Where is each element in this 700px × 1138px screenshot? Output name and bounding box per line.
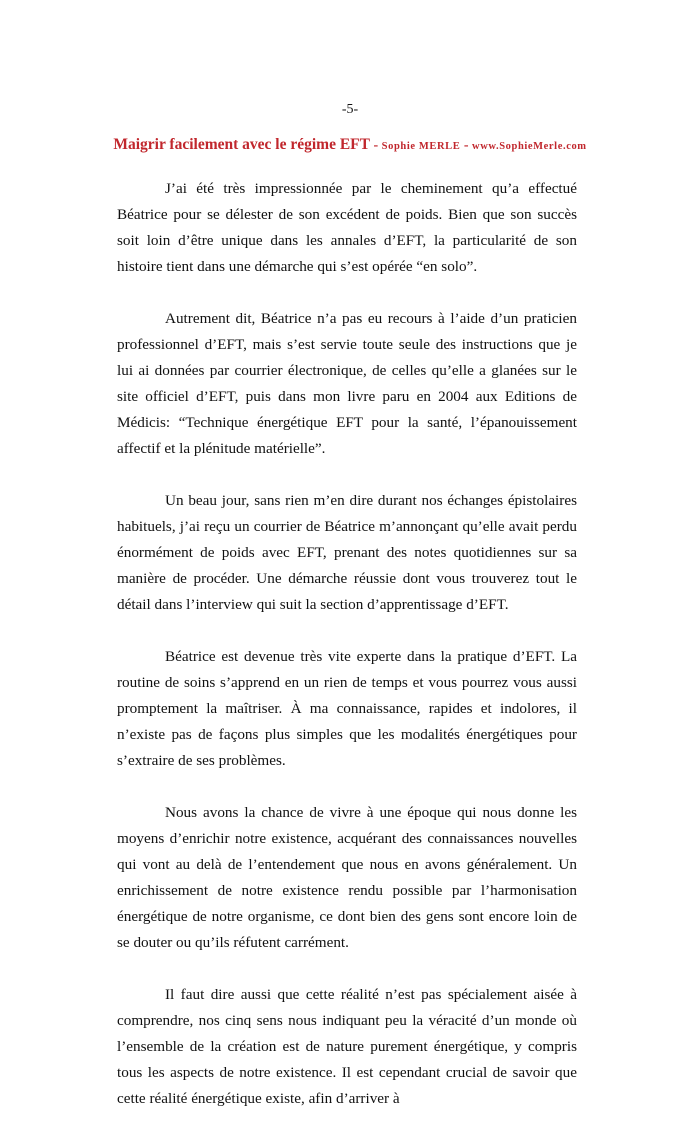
paragraph: J’ai été très impressionnée par le cheminement qu’a effectué Béatrice pour se délester de son excédent de poids. Bien que son succès soit loin d’être unique dans les annales d’EFT, la particularité de son histoire tient dans une démarche qui s’est opérée “en solo”. bbox=[117, 180, 577, 275]
paragraph: Béatrice est devenue très vite experte dans la pratique d’EFT. La routine de soins s’apprend en un rien de temps et vous pourrez vous aussi promptement la maîtriser. À ma connaissance, rapides et indolores, il n’existe pas de façons plus simples que les modalités énergétiques pour s’extraire de ses problèmes. bbox=[117, 648, 577, 769]
book-title: Maigrir facilement avec le régime EFT bbox=[113, 136, 370, 153]
header-separator: - bbox=[369, 138, 382, 153]
running-header bbox=[0, 135, 700, 157]
page-number: -5- bbox=[341, 102, 359, 117]
paragraph: Il faut dire aussi que cette réalité n’est pas spécialement aisée à comprendre, nos cinq sens nous indiquant peu la véracité d’un monde où l’ensemble de la création est de nature purement énergétique, y compris tous les aspects de notre existence. Il est cependant crucial de savoir que cette réalité énergétique existe, afin d’arriver à bbox=[117, 986, 577, 1107]
paragraph: Nous avons la chance de vivre à une époque qui nous donne les moyens d’enrichir notre existence, acquérant des connaissances nouvelles qui vont au delà de l’entendement que nous en avons généralement. Un enrichissement de notre existence rendu possible par l’harmonisation énergétique de notre organisme, ce dont bien des gens sont encore loin de se douter ou qu’ils réfutent carrément. bbox=[117, 804, 577, 951]
header-separator: - bbox=[460, 138, 473, 153]
website-link[interactable]: www.SophieMerle.com bbox=[472, 141, 587, 152]
paragraph: Autrement dit, Béatrice n’a pas eu recours à l’aide d’un praticien professionnel d’EFT, mais s’est servie toute seule des instructions que je lui ai données par courrier électronique, de celles qu’elle a glanées sur le site officiel d’EFT, puis dans mon livre paru en 2004 aux Editions de Médicis: “Technique énergétique EFT pour la santé, l’épanouissement affectif et la plénitude matérielle”. bbox=[117, 310, 577, 457]
body-text bbox=[117, 176, 577, 1138]
author-name: Sophie MERLE bbox=[381, 141, 461, 152]
paragraph: Un beau jour, sans rien m’en dire durant nos échanges épistolaires habituels, j’ai reçu un courrier de Béatrice m’annonçant qu’elle avait perdu énormément de poids avec EFT, prenant des notes quotidiennes sur sa manière de procéder. Une démarche réussie dont vous trouverez tout le détail dans l’interview qui suit la section d’apprentissage d’EFT. bbox=[117, 492, 577, 613]
